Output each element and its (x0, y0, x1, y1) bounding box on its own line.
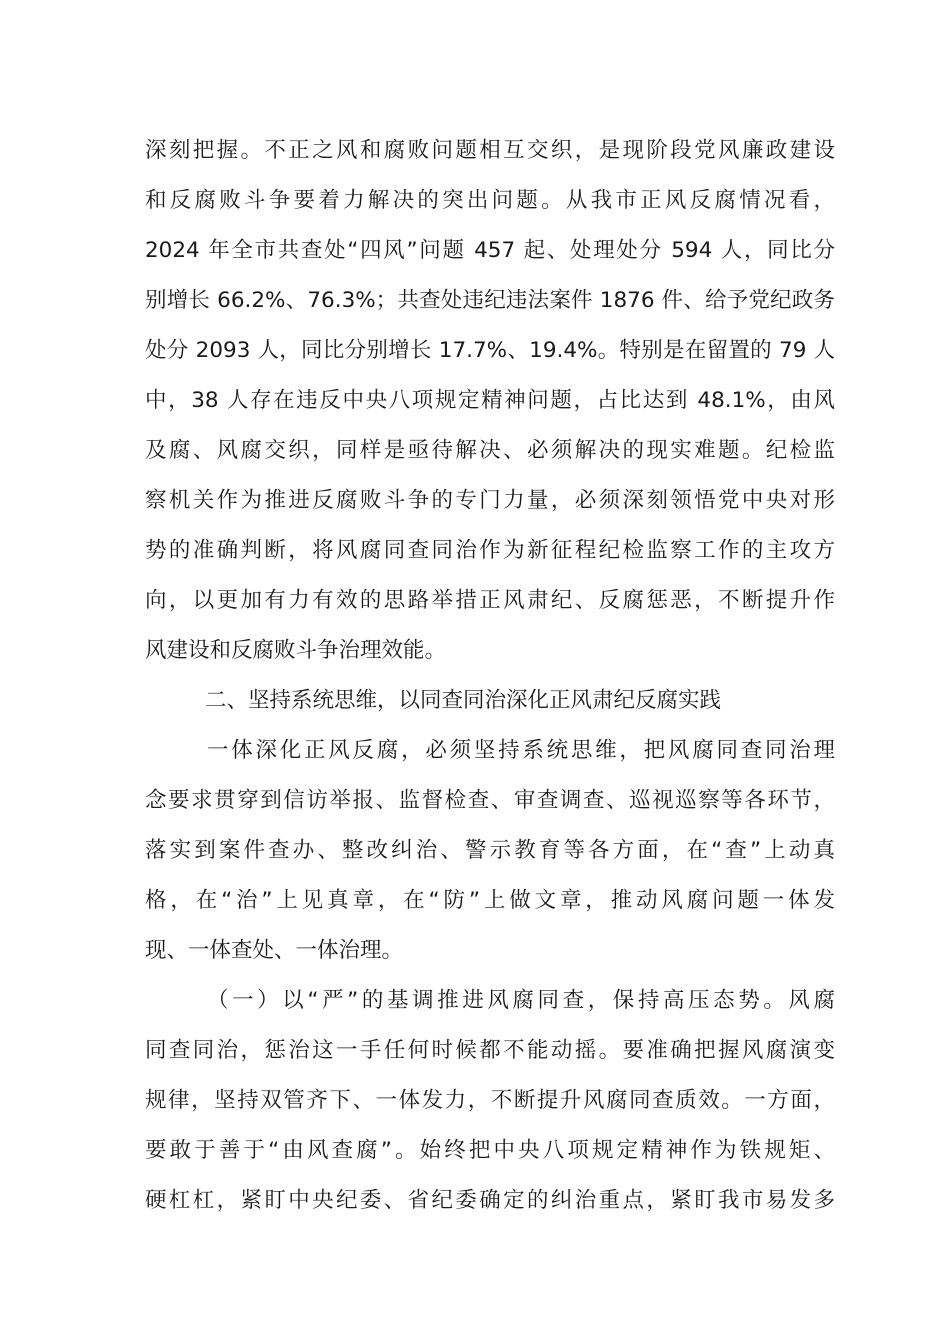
body-text-line: 和反腐败斗争要着力解决的突出问题。从我市正风反腐情况看， (145, 188, 835, 213)
body-text-line: 落实到案件查办、整改纠治、警示教育等各方面，在“查”上动真 (145, 838, 835, 863)
body-text-line: 同查同治，惩治这一手任何时候都不能动摇。要准确把握风腐演变 (145, 1038, 835, 1063)
body-text-line: 格，在“治”上见真章，在“防”上做文章，推动风腐问题一体发 (145, 888, 835, 913)
body-text-line: 深刻把握。不正之风和腐败问题相互交织，是现阶段党风廉政建设 (145, 138, 835, 163)
body-text-line: 要敢于善于“由风查腐”。始终把中央八项规定精神作为铁规矩、 (145, 1138, 835, 1163)
body-text-line: 2024 年全市共查处“四风”问题 457 起、处理处分 594 人，同比分 (145, 238, 835, 263)
body-text-line: 规律，坚持双管齐下、一体发力，不断提升风腐同查质效。一方面， (145, 1088, 835, 1113)
body-text-line: 硬杠杠，紧盯中央纪委、省纪委确定的纠治重点，紧盯我市易发多 (145, 1188, 835, 1213)
body-text-line: 向，以更加有力有效的思路举措正风肃纪、反腐惩恶，不断提升作 (145, 588, 835, 613)
body-text-line: 处分 2093 人，同比分别增长 17.7%、19.4%。特别是在留置的 79 人 (145, 338, 835, 363)
body-text-line: 一体深化正风反腐，必须坚持系统思维，把风腐同查同治理 (207, 738, 835, 763)
body-text-line: 别增长 66.2%、76.3%；共查处违纪违法案件 1876 件、给予党纪政务 (145, 288, 835, 313)
section-heading: 二、坚持系统思维，以同查同治深化正风肃纪反腐实践 (205, 688, 722, 713)
body-text-line: 中，38 人存在违反中央八项规定精神问题，占比达到 48.1%，由风 (145, 388, 835, 413)
body-text-line: 念要求贯穿到信访举报、监督检查、审查调查、巡视巡察等各环节， (145, 788, 835, 813)
subsection-heading-line: （一）以“严”的基调推进风腐同查，保持高压态势。风腐 (207, 988, 835, 1013)
body-text-line: 现、一体查处、一体治理。 (145, 938, 404, 963)
body-text-line: 及腐、风腐交织，同样是亟待解决、必须解决的现实难题。纪检监 (145, 438, 835, 463)
body-text-line: 察机关作为推进反腐败斗争的专门力量，必须深刻领悟党中央对形 (145, 488, 835, 513)
body-text-line: 风建设和反腐败斗争治理效能。 (145, 638, 447, 663)
body-text-line: 势的准确判断，将风腐同查同治作为新征程纪检监察工作的主攻方 (145, 538, 835, 563)
